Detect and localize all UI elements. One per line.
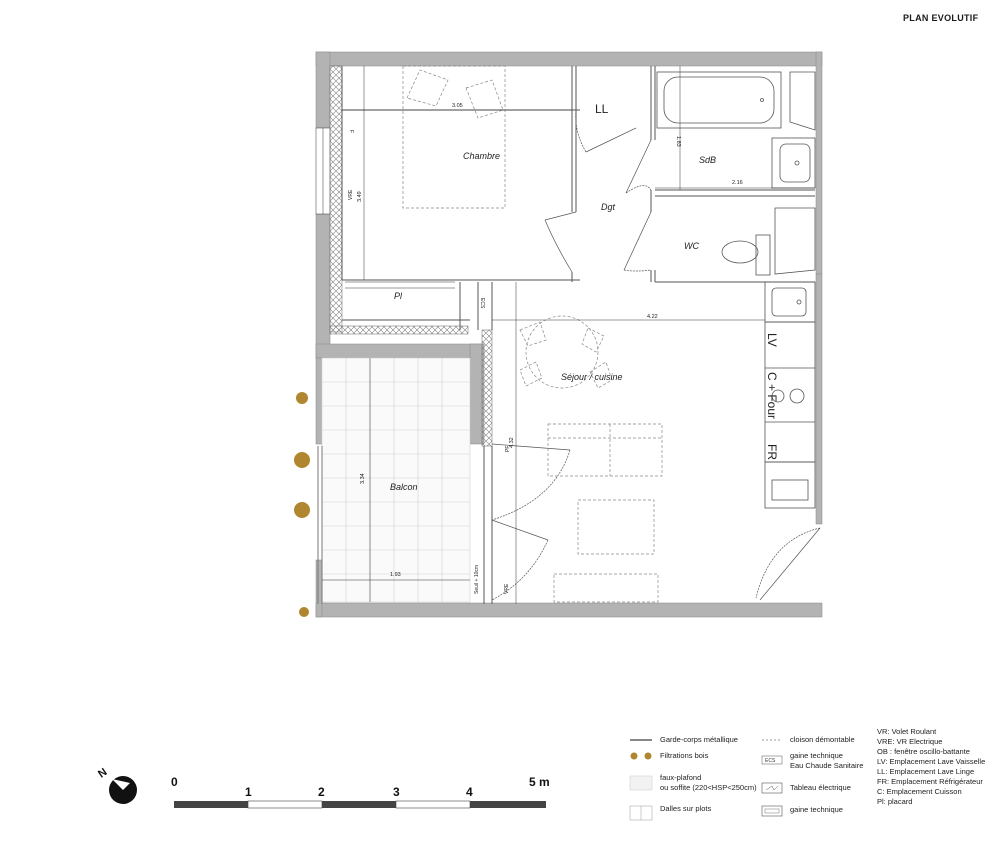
- legend-left: [660, 735, 757, 814]
- doors: [492, 110, 820, 600]
- placard: [345, 282, 455, 288]
- code-ll: LL: [595, 102, 609, 116]
- dim-sdb-height: 1.83: [675, 136, 681, 147]
- chambre-window: [316, 128, 330, 214]
- code-four: C + Four: [765, 372, 779, 420]
- legend-item: VRE: VR Electrique: [877, 737, 943, 746]
- sofa: [548, 424, 662, 476]
- room-wc: WC: [684, 241, 699, 251]
- code-vre-chambre: VRE: [348, 189, 354, 200]
- wc-toilet: [722, 208, 815, 275]
- room-pl: Pl: [394, 291, 403, 301]
- svg-text:N: N: [96, 766, 110, 781]
- dim-chambre-width: 3.05: [452, 103, 463, 109]
- legend-item: LL: Emplacement Lave Linge: [877, 767, 975, 776]
- room-chambre: Chambre: [463, 151, 501, 161]
- legend-item: FR: Emplacement Réfrigérateur: [877, 777, 983, 786]
- code-ecs: ECS: [479, 298, 485, 309]
- legend-item: cloison démontable: [790, 735, 855, 744]
- ecs-symbol-label: ECS: [765, 758, 776, 764]
- code-f: F: [348, 130, 354, 134]
- bed: [403, 66, 505, 208]
- dim-balcon-width: 1.93: [390, 572, 401, 578]
- code-fr: FR: [765, 444, 779, 460]
- legend-item: Filtrations bois: [660, 751, 709, 760]
- legend-item: Pl: placard: [877, 797, 913, 806]
- code-lv: LV: [765, 333, 779, 347]
- legend-item: C: Emplacement Cuisson: [877, 787, 962, 796]
- balcony-floor: [322, 358, 470, 602]
- scale-label-5: 5 m: [529, 775, 550, 789]
- legend-item: Eau Chaude Sanitaire: [790, 761, 864, 770]
- scale-bar: [174, 801, 546, 808]
- dim-sejour-height: 4.32: [509, 437, 515, 448]
- filtration-symbol: [631, 753, 638, 760]
- ceiling-symbol: [630, 776, 652, 790]
- tv-unit: [554, 574, 658, 602]
- legend-item: Tableau électrique: [790, 783, 851, 792]
- scale-label-0: 0: [171, 775, 178, 789]
- legend-item: faux-plafond: [660, 773, 702, 782]
- legend-item: Garde-corps métallique: [660, 735, 738, 744]
- scale-label-2: 2: [318, 785, 325, 799]
- legend-item: ou soffite (220<HSP<250cm): [660, 783, 757, 792]
- room-balcon: Balcon: [390, 482, 418, 492]
- panel-symbol: [762, 783, 782, 793]
- legend-item: OB : fenêtre oscillo-battante: [877, 747, 970, 756]
- scale-label-3: 3: [393, 785, 400, 799]
- scale-label-4: 4: [466, 785, 473, 799]
- north-arrow-icon: [96, 766, 137, 804]
- room-dgt: Dgt: [601, 202, 616, 212]
- legend-item: Dalles sur plots: [660, 804, 712, 813]
- coffee-table: [578, 500, 654, 554]
- legend-item: gaine technique: [790, 805, 843, 814]
- legend-item: VR: Volet Roulant: [877, 727, 937, 736]
- bathtub: [657, 72, 815, 130]
- legend-right: [877, 727, 985, 807]
- room-sdb: SdB: [699, 155, 717, 165]
- dim-balcon-height: 3.34: [360, 473, 366, 484]
- legend-item: LV: Emplacement Lave Vaisselle: [877, 757, 986, 766]
- legend-mid: [790, 735, 863, 815]
- dim-sdb-width: 2.16: [732, 180, 743, 186]
- code-vre-sejour: VRE: [504, 583, 510, 594]
- page-title: PLAN EVOLUTIF: [903, 13, 979, 23]
- sdb-sink: [772, 138, 815, 188]
- code-seuil: Seuil + 10cm: [474, 564, 480, 594]
- code-pf: PF: [505, 445, 511, 452]
- legend-item: gaine technique: [790, 751, 843, 760]
- scale-label-1: 1: [245, 785, 252, 799]
- dim-sejour-width: 4.22: [647, 314, 658, 320]
- room-sejour: Séjour / cuisine: [561, 372, 623, 382]
- dim-chambre-height: 3.49: [357, 191, 363, 202]
- wood-filtrations: [294, 392, 310, 617]
